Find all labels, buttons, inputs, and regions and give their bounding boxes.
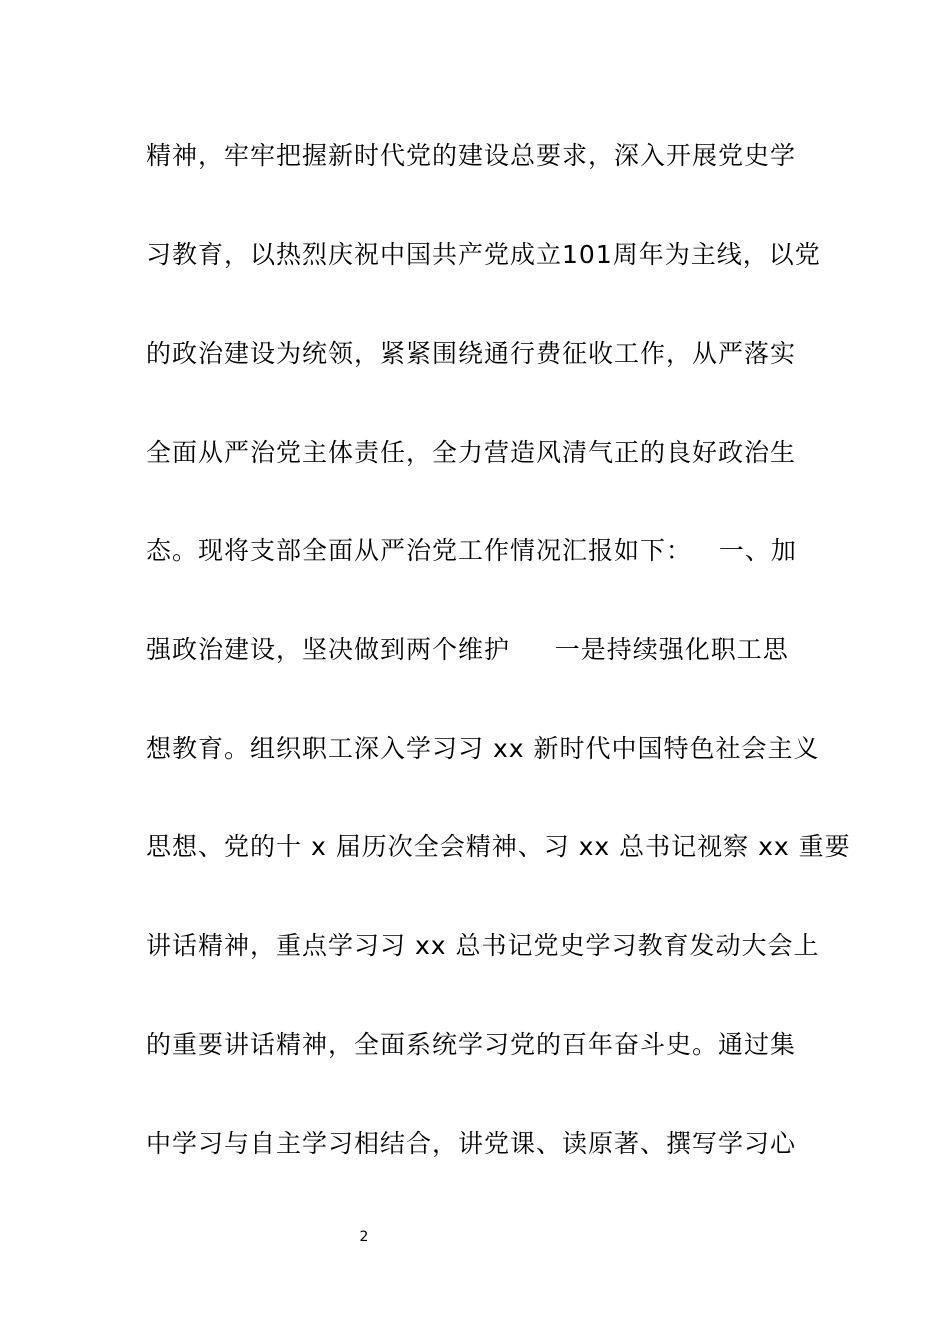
body-text-line: 的重要讲话精神，全面系统学习党的百年奋斗史。通过集: [146, 1030, 797, 1059]
body-text-line: 强政治建设，坚决做到两个维护 一是持续强化职工思: [146, 635, 789, 664]
body-text-line: 讲话精神，重点学习习 xx 总书记党史学习教育发动大会上: [146, 931, 820, 960]
body-text-line: 想教育。组织职工深入学习习 xx 新时代中国特色社会主义: [146, 734, 820, 763]
body-text-line: 态。现将支部全面从严治党工作情况汇报如下： 一、加: [146, 536, 797, 565]
page-number: 2: [359, 1229, 369, 1245]
body-text-line: 思想、党的十 x 届历次全会精神、习 xx 总书记视察 xx 重要: [146, 832, 851, 861]
body-text-line: 习教育，以热烈庆祝中国共产党成立101周年为主线，以党: [146, 240, 821, 269]
body-text-line: 精神，牢牢把握新时代党的建设总要求，深入开展党史学: [146, 141, 797, 170]
body-text-line: 中学习与自主学习相结合，讲党课、读原著、撰写学习心: [146, 1129, 797, 1158]
body-text-line: 的政治建设为统领，紧紧围绕通行费征收工作，从严落实: [146, 339, 797, 368]
body-text-line: 全面从严治党主体责任，全力营造风清气正的良好政治生: [146, 438, 797, 467]
